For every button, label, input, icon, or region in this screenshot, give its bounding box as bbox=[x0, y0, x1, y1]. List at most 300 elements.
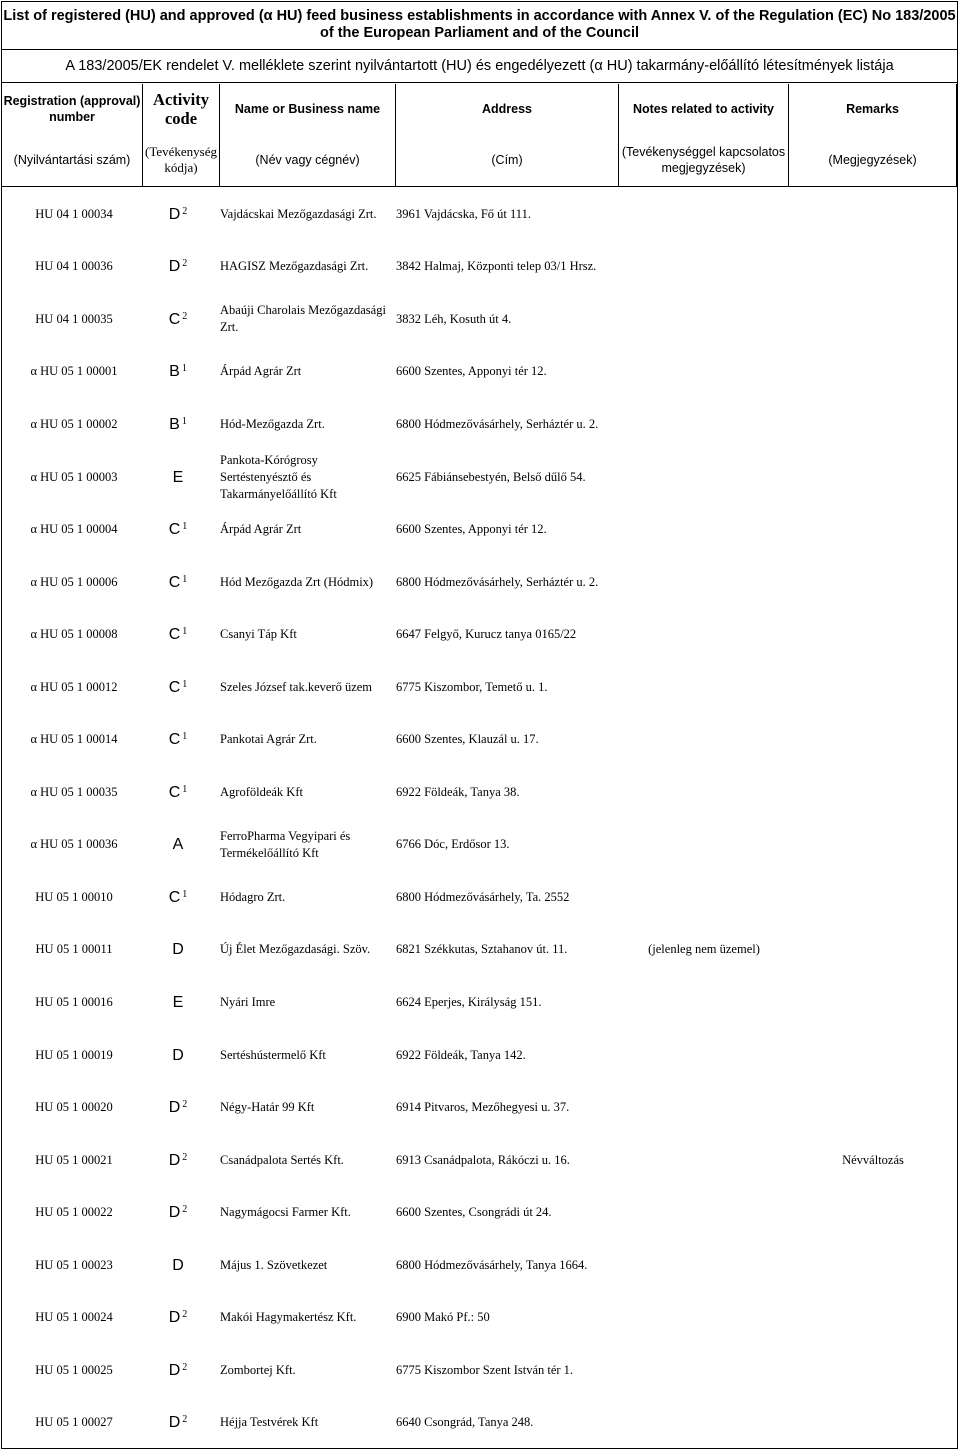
business-name bbox=[220, 503, 395, 556]
address bbox=[396, 1134, 618, 1187]
activity-code-text: D bbox=[172, 1046, 184, 1064]
activity-notes bbox=[619, 1291, 789, 1344]
address-text: 6600 Szentes, Csongrádi út 24. bbox=[396, 1205, 552, 1220]
header-remarks-hu: (Megjegyzések) bbox=[828, 153, 917, 167]
registration-number-text: HU 05 1 00011 bbox=[35, 942, 113, 957]
address-text: 6922 Földeák, Tanya 38. bbox=[396, 784, 520, 799]
registration-number-text: HU 05 1 00025 bbox=[35, 1362, 113, 1377]
activity-notes-text: (jelenleg nem üzemel) bbox=[648, 942, 760, 957]
table-row bbox=[2, 871, 957, 924]
registration-number-text: α HU 05 1 00014 bbox=[30, 732, 118, 747]
remarks bbox=[789, 871, 957, 924]
table-row bbox=[2, 241, 957, 294]
business-name-text: Zombortej Kft. bbox=[220, 1362, 296, 1377]
remarks bbox=[789, 976, 957, 1029]
business-name bbox=[220, 1186, 395, 1239]
activity-code-text: A bbox=[172, 836, 184, 854]
registration-number-text: α HU 05 1 00035 bbox=[30, 784, 118, 799]
registration-number bbox=[10, 976, 138, 1029]
registration-number-text: α HU 05 1 00036 bbox=[30, 837, 118, 852]
activity-notes bbox=[619, 1344, 789, 1397]
registration-number bbox=[10, 1134, 138, 1187]
activity-code bbox=[138, 1344, 218, 1397]
registration-number bbox=[10, 451, 138, 504]
activity-notes bbox=[619, 819, 789, 872]
header-address-en: Address bbox=[481, 102, 533, 116]
document-page bbox=[1, 1, 958, 1449]
registration-number-text: HU 04 1 00036 bbox=[35, 259, 113, 274]
address-text: 6624 Eperjes, Királyság 151. bbox=[396, 994, 542, 1009]
table-row bbox=[2, 188, 957, 241]
address bbox=[396, 1291, 618, 1344]
remarks bbox=[789, 1239, 957, 1292]
registration-number-text: HU 05 1 00016 bbox=[35, 994, 113, 1009]
address-text: 6913 Csanádpalota, Rákóczi u. 16. bbox=[396, 1152, 570, 1167]
header-address-hu: (Cím) bbox=[491, 153, 523, 167]
registration-number-text: HU 05 1 00019 bbox=[35, 1047, 113, 1062]
registration-number bbox=[10, 398, 138, 451]
address-text: 3961 Vajdácska, Fő út 111. bbox=[396, 206, 531, 221]
table-row bbox=[2, 1029, 957, 1082]
business-name-text: Pankotai Agrár Zrt. bbox=[220, 732, 317, 747]
activity-code bbox=[138, 1239, 218, 1292]
activity-notes bbox=[619, 293, 789, 346]
registration-number-text: HU 04 1 00034 bbox=[35, 206, 113, 221]
registration-number bbox=[10, 1186, 138, 1239]
activity-code-text: B bbox=[169, 415, 180, 433]
table-row bbox=[2, 1397, 957, 1450]
activity-code-superscript: 2 bbox=[182, 1361, 188, 1373]
remarks bbox=[789, 713, 957, 766]
address-text: 6600 Szentes, Apponyi tér 12. bbox=[396, 522, 547, 537]
header-registration-hu: (Nyilvántartási szám) bbox=[13, 153, 131, 167]
header-notes-hu: (Tevékenységgel kapcsolatos megjegyzések) bbox=[621, 145, 786, 175]
registration-number-text: HU 04 1 00035 bbox=[35, 311, 113, 326]
activity-code bbox=[138, 1081, 218, 1134]
address-text: 6775 Kiszombor, Temető u. 1. bbox=[396, 679, 548, 694]
registration-number bbox=[10, 188, 138, 241]
activity-code-superscript: 2 bbox=[182, 1414, 188, 1426]
registration-number bbox=[10, 556, 138, 609]
activity-code-text: C bbox=[168, 783, 181, 801]
table-row bbox=[2, 1081, 957, 1134]
activity-notes bbox=[619, 1134, 789, 1187]
header-notes-en: Notes related to activity bbox=[632, 102, 774, 116]
remarks bbox=[789, 556, 957, 609]
activity-code bbox=[138, 1029, 218, 1082]
business-name bbox=[220, 1029, 395, 1082]
address bbox=[396, 976, 618, 1029]
table-row bbox=[2, 766, 957, 819]
activity-code-superscript: 2 bbox=[182, 1151, 188, 1163]
activity-code bbox=[138, 1134, 218, 1187]
address bbox=[396, 1239, 618, 1292]
registration-number bbox=[10, 1291, 138, 1344]
header-name bbox=[220, 84, 396, 187]
address bbox=[396, 713, 618, 766]
table-row bbox=[2, 1344, 957, 1397]
business-name bbox=[220, 766, 395, 819]
business-name-text: FerroPharma Vegyipari és Termékelőállító Kft bbox=[220, 828, 351, 860]
activity-notes bbox=[619, 1397, 789, 1450]
business-name-text: Abaúji Charolais Mezőgazdasági Zrt. bbox=[220, 303, 386, 335]
registration-number bbox=[10, 293, 138, 346]
table-row bbox=[2, 1239, 957, 1292]
business-name-text: Pankota-Kórógrosy Sertéstenyésztő és Takarmányelőállító Kft bbox=[220, 452, 337, 501]
business-name bbox=[220, 1344, 395, 1397]
business-name-text: Hód-Mezőgazda Zrt. bbox=[220, 416, 325, 431]
remarks bbox=[789, 819, 957, 872]
business-name bbox=[220, 976, 395, 1029]
activity-code bbox=[138, 766, 218, 819]
registration-number-text: α HU 05 1 00006 bbox=[30, 574, 118, 589]
remarks bbox=[789, 1186, 957, 1239]
registration-number bbox=[10, 608, 138, 661]
remarks bbox=[789, 1081, 957, 1134]
header-notes bbox=[619, 84, 789, 187]
address-text: 6647 Felgyő, Kurucz tanya 0165/22 bbox=[396, 627, 577, 642]
registration-number-text: α HU 05 1 00002 bbox=[30, 416, 118, 431]
table-row bbox=[2, 293, 957, 346]
activity-notes bbox=[619, 346, 789, 399]
activity-code-superscript: 2 bbox=[182, 1099, 188, 1111]
address bbox=[396, 556, 618, 609]
activity-code-superscript: 1 bbox=[181, 363, 187, 375]
business-name bbox=[220, 608, 395, 661]
business-name bbox=[220, 346, 395, 399]
address bbox=[396, 608, 618, 661]
registration-number bbox=[10, 819, 138, 872]
table-row bbox=[2, 556, 957, 609]
business-name-text: Vajdácskai Mezőgazdasági Zrt. bbox=[220, 206, 377, 221]
registration-number bbox=[10, 1081, 138, 1134]
registration-number-text: HU 05 1 00021 bbox=[35, 1152, 113, 1167]
address-text: 6914 Pitvaros, Mezőhegyesi u. 37. bbox=[396, 1100, 570, 1115]
header-registration-en: Registration (approval) number bbox=[3, 94, 141, 124]
activity-code-superscript: 1 bbox=[182, 678, 188, 690]
address bbox=[396, 293, 618, 346]
registration-number-text: HU 05 1 00027 bbox=[35, 1415, 113, 1430]
address-text: 6800 Hódmezővásárhely, Tanya 1664. bbox=[396, 1257, 588, 1272]
registration-number bbox=[10, 1239, 138, 1292]
remarks bbox=[789, 1397, 957, 1450]
registration-number-text: HU 05 1 00022 bbox=[35, 1205, 113, 1220]
business-name bbox=[220, 188, 395, 241]
activity-code-text: D bbox=[168, 205, 181, 223]
table-row bbox=[2, 451, 957, 504]
address bbox=[396, 188, 618, 241]
activity-code bbox=[138, 713, 218, 766]
business-name-text: Nyári Imre bbox=[220, 994, 276, 1009]
remarks bbox=[789, 1134, 957, 1187]
table-row bbox=[2, 346, 957, 399]
activity-code-text: E bbox=[172, 993, 184, 1011]
activity-code-text: E bbox=[172, 468, 184, 486]
address bbox=[396, 766, 618, 819]
header-activity-en: Activity code bbox=[153, 90, 209, 128]
address-text: 6600 Szentes, Apponyi tér 12. bbox=[396, 364, 547, 379]
business-name bbox=[220, 241, 395, 294]
table-row bbox=[2, 661, 957, 714]
activity-code bbox=[138, 241, 218, 294]
activity-notes bbox=[619, 1239, 789, 1292]
address-text: 3842 Halmaj, Központi telep 03/1 Hrsz. bbox=[396, 259, 597, 274]
address-text: 6766 Dóc, Erdősor 13. bbox=[396, 837, 510, 852]
activity-notes bbox=[619, 661, 789, 714]
activity-code bbox=[138, 451, 218, 504]
remarks bbox=[789, 1344, 957, 1397]
activity-code-text: C bbox=[168, 573, 181, 591]
business-name bbox=[220, 451, 395, 504]
address bbox=[396, 871, 618, 924]
table-row bbox=[2, 819, 957, 872]
registration-number bbox=[10, 713, 138, 766]
activity-code-text: D bbox=[172, 1256, 184, 1274]
header-name-hu: (Név vagy cégnév) bbox=[255, 153, 360, 167]
remarks bbox=[789, 241, 957, 294]
address-text: 6625 Fábiánsebestyén, Belső dűlő 54. bbox=[396, 469, 586, 484]
address bbox=[396, 819, 618, 872]
business-name-text: Agroföldeák Kft bbox=[220, 784, 303, 799]
registration-number-text: α HU 05 1 00008 bbox=[30, 627, 118, 642]
business-name bbox=[220, 819, 395, 872]
activity-code-text: D bbox=[168, 1309, 181, 1327]
business-name-text: Május 1. Szövetkezet bbox=[220, 1257, 328, 1272]
activity-code bbox=[138, 188, 218, 241]
activity-code-text: C bbox=[168, 678, 181, 696]
activity-code bbox=[138, 1186, 218, 1239]
activity-code bbox=[138, 503, 218, 556]
registration-number-text: α HU 05 1 00003 bbox=[30, 469, 118, 484]
remarks-text: Névváltozás bbox=[842, 1152, 904, 1167]
business-name-text: Hód Mezőgazda Zrt (Hódmix) bbox=[220, 574, 374, 589]
activity-notes bbox=[619, 1186, 789, 1239]
business-name-text: Héjja Testvérek Kft bbox=[220, 1415, 319, 1430]
activity-code-text: D bbox=[172, 941, 184, 959]
address bbox=[396, 924, 618, 977]
activity-code-text: D bbox=[168, 1414, 181, 1432]
business-name-text: Négy-Határ 99 Kft bbox=[220, 1100, 315, 1115]
activity-code bbox=[138, 871, 218, 924]
table-row bbox=[2, 608, 957, 661]
registration-number bbox=[10, 346, 138, 399]
activity-code bbox=[138, 398, 218, 451]
address-text: 6800 Hódmezővásárhely, Serháztér u. 2. bbox=[396, 574, 599, 589]
business-name bbox=[220, 1239, 395, 1292]
registration-number bbox=[10, 1344, 138, 1397]
activity-notes bbox=[619, 871, 789, 924]
activity-notes bbox=[619, 976, 789, 1029]
address-text: 6800 Hódmezővásárhely, Serháztér u. 2. bbox=[396, 416, 599, 431]
activity-notes bbox=[619, 1081, 789, 1134]
table-row bbox=[2, 924, 957, 977]
address-text: 6640 Csongrád, Tanya 248. bbox=[396, 1415, 534, 1430]
business-name bbox=[220, 661, 395, 714]
document-subtitle: A 183/2005/EK rendelet V. melléklete szerint nyilvántartott (HU) és engedélyezett (α HU) takarmány-előállító létesítmények listája bbox=[2, 51, 957, 83]
registration-number bbox=[10, 1029, 138, 1082]
remarks bbox=[789, 503, 957, 556]
table-row bbox=[2, 1291, 957, 1344]
business-name bbox=[220, 1397, 395, 1450]
activity-code bbox=[138, 819, 218, 872]
remarks bbox=[789, 398, 957, 451]
registration-number-text: α HU 05 1 00001 bbox=[30, 364, 118, 379]
address-text: 6600 Szentes, Klauzál u. 17. bbox=[396, 732, 539, 747]
remarks bbox=[789, 1291, 957, 1344]
table-row bbox=[2, 398, 957, 451]
activity-code bbox=[138, 1397, 218, 1450]
address bbox=[396, 1081, 618, 1134]
header-address bbox=[396, 84, 619, 187]
remarks bbox=[789, 766, 957, 819]
address bbox=[396, 451, 618, 504]
business-name-text: Makói Hagymakertész Kft. bbox=[220, 1310, 357, 1325]
business-name-text: Árpád Agrár Zrt bbox=[220, 364, 302, 379]
activity-code-superscript: 1 bbox=[182, 731, 188, 743]
activity-code-text: D bbox=[168, 1204, 181, 1222]
table-row bbox=[2, 1134, 957, 1187]
activity-notes bbox=[619, 188, 789, 241]
activity-notes bbox=[619, 608, 789, 661]
address bbox=[396, 503, 618, 556]
activity-notes bbox=[619, 398, 789, 451]
remarks bbox=[789, 346, 957, 399]
activity-code-text: C bbox=[168, 521, 181, 539]
business-name-text: Nagymágocsi Farmer Kft. bbox=[220, 1205, 351, 1220]
header-activity bbox=[143, 84, 220, 187]
business-name bbox=[220, 1081, 395, 1134]
registration-number-text: α HU 05 1 00012 bbox=[30, 679, 118, 694]
activity-code bbox=[138, 976, 218, 1029]
business-name-text: Csanádpalota Sertés Kft. bbox=[220, 1152, 344, 1167]
activity-code-text: C bbox=[168, 731, 181, 749]
registration-number-text: HU 05 1 00023 bbox=[35, 1257, 113, 1272]
table-row bbox=[2, 713, 957, 766]
activity-code-text: D bbox=[168, 1361, 181, 1379]
business-name bbox=[220, 293, 395, 346]
activity-code-superscript: 1 bbox=[182, 783, 188, 795]
address-text: 6900 Makó Pf.: 50 bbox=[396, 1310, 490, 1325]
remarks bbox=[789, 608, 957, 661]
activity-notes bbox=[619, 766, 789, 819]
address bbox=[396, 1344, 618, 1397]
address bbox=[396, 661, 618, 714]
business-name-text: Csanyi Táp Kft bbox=[220, 627, 297, 642]
business-name bbox=[220, 1134, 395, 1187]
address-text: 6821 Székkutas, Sztahanov út. 11. bbox=[396, 942, 568, 957]
header-name-en: Name or Business name bbox=[234, 102, 381, 116]
business-name bbox=[220, 713, 395, 766]
registration-number bbox=[10, 1397, 138, 1450]
activity-notes bbox=[619, 503, 789, 556]
activity-code-superscript: 1 bbox=[182, 521, 188, 533]
registration-number-text: HU 05 1 00010 bbox=[35, 889, 113, 904]
registration-number bbox=[10, 661, 138, 714]
address bbox=[396, 1029, 618, 1082]
activity-code-text: B bbox=[169, 363, 180, 381]
header-activity-hu: (Tevékenység kódja) bbox=[144, 144, 217, 175]
address bbox=[396, 1397, 618, 1450]
table-row bbox=[2, 1186, 957, 1239]
header-remarks-en: Remarks bbox=[846, 102, 899, 116]
business-name-text: HAGISZ Mezőgazdasági Zrt. bbox=[220, 259, 369, 274]
address-text: 6922 Földeák, Tanya 142. bbox=[396, 1047, 526, 1062]
activity-notes bbox=[619, 713, 789, 766]
header-registration bbox=[2, 84, 143, 187]
registration-number-text: HU 05 1 00020 bbox=[35, 1100, 113, 1115]
activity-code-superscript: 1 bbox=[181, 415, 187, 427]
registration-number bbox=[10, 871, 138, 924]
business-name-text: Hódagro Zrt. bbox=[220, 889, 286, 904]
activity-code-superscript: 2 bbox=[182, 1204, 188, 1216]
business-name bbox=[220, 556, 395, 609]
activity-code bbox=[138, 608, 218, 661]
business-name bbox=[220, 398, 395, 451]
registration-number bbox=[10, 924, 138, 977]
activity-code bbox=[138, 661, 218, 714]
table-row bbox=[2, 976, 957, 1029]
remarks bbox=[789, 661, 957, 714]
activity-code-superscript: 2 bbox=[182, 1309, 188, 1321]
document-title: List of registered (HU) and approved (α HU) feed business establishments in accordance with Annex V. of the Regulation (EC) No 183/2005 of the European Parliament and of the Council bbox=[2, 2, 957, 50]
activity-code bbox=[138, 556, 218, 609]
activity-code-superscript: 2 bbox=[182, 310, 188, 322]
address-text: 6775 Kiszombor Szent István tér 1. bbox=[396, 1362, 574, 1377]
activity-code bbox=[138, 346, 218, 399]
table-row bbox=[2, 503, 957, 556]
activity-code-superscript: 1 bbox=[182, 626, 188, 638]
address-text: 6800 Hódmezővásárhely, Ta. 2552 bbox=[396, 889, 570, 904]
activity-code-superscript: 1 bbox=[182, 573, 188, 585]
activity-code-text: C bbox=[168, 310, 181, 328]
registration-number bbox=[10, 503, 138, 556]
remarks bbox=[789, 293, 957, 346]
business-name bbox=[220, 871, 395, 924]
activity-code-text: C bbox=[168, 888, 181, 906]
business-name-text: Új Élet Mezőgazdasági. Szöv. bbox=[220, 942, 371, 957]
business-name-text: Szeles József tak.keverő üzem bbox=[220, 679, 373, 694]
activity-code bbox=[138, 924, 218, 977]
registration-number-text: α HU 05 1 00004 bbox=[30, 522, 118, 537]
activity-code-text: C bbox=[168, 626, 181, 644]
header-remarks bbox=[789, 84, 957, 187]
remarks bbox=[789, 924, 957, 977]
establishment-table bbox=[2, 188, 957, 1449]
activity-code-superscript: 2 bbox=[182, 258, 188, 270]
address bbox=[396, 346, 618, 399]
address bbox=[396, 241, 618, 294]
activity-code-superscript: 2 bbox=[182, 205, 188, 217]
activity-code-text: D bbox=[168, 258, 181, 276]
address bbox=[396, 1186, 618, 1239]
business-name-text: Árpád Agrár Zrt bbox=[220, 522, 302, 537]
activity-notes bbox=[619, 451, 789, 504]
registration-number bbox=[10, 241, 138, 294]
business-name bbox=[220, 1291, 395, 1344]
activity-code bbox=[138, 293, 218, 346]
registration-number bbox=[10, 766, 138, 819]
activity-notes bbox=[619, 1029, 789, 1082]
address bbox=[396, 398, 618, 451]
activity-notes bbox=[619, 556, 789, 609]
activity-code bbox=[138, 1291, 218, 1344]
activity-code-text: D bbox=[168, 1151, 181, 1169]
activity-code-superscript: 1 bbox=[182, 888, 188, 900]
activity-notes bbox=[619, 241, 789, 294]
remarks bbox=[789, 1029, 957, 1082]
activity-code-text: D bbox=[168, 1099, 181, 1117]
remarks bbox=[789, 188, 957, 241]
